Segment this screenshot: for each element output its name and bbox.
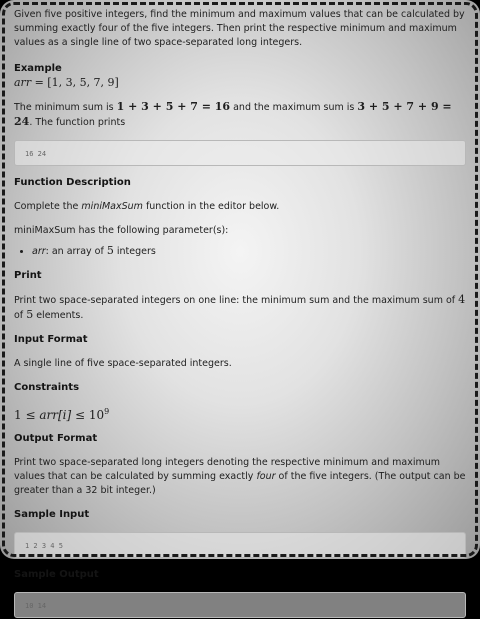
param-desc-post: integers: [113, 246, 156, 257]
constraint-expression: [14, 405, 466, 422]
example-text-1: The minimum sum is: [14, 102, 117, 113]
min-sum-expr-text: 1 + 3 + 5 + 7 = 16: [116, 100, 231, 113]
param-name: arr: [32, 246, 46, 257]
function-description-line: [14, 200, 466, 214]
sample-output-box[interactable]: [14, 592, 466, 618]
constraint-exponent: 9: [104, 407, 110, 416]
example-array-var: arr: [14, 76, 32, 89]
param-desc-pre: : an array of: [45, 246, 107, 257]
print-n1: 4: [458, 293, 466, 306]
output-format-pre: Print two space-separated long integers denoting the respective minimum and maximum values that can be calculated by summing exactly: [14, 457, 441, 482]
sample-output-text: 10 14: [25, 602, 47, 610]
param-count: 5: [106, 244, 114, 257]
input-format-heading: Input Format: [14, 334, 88, 345]
params-list: [14, 244, 466, 259]
problem-intro: Given five positive integers, find the minimum and maximum values that can be calculated by summing exactly four of the five integers. Then print the respective minimum and maximum values as a single line of two space-separated long integers.: [14, 9, 465, 48]
params-intro: miniMaxSum has the following parameter(s):: [14, 225, 229, 236]
constraint-var: arr[i]: [39, 408, 72, 422]
example-heading: Example: [14, 63, 62, 74]
example-text-3: . The function prints: [29, 117, 126, 128]
param-arr: [32, 244, 466, 259]
example-array: [14, 76, 466, 90]
constraint-upper: ≤ 10: [71, 408, 105, 422]
fd-text-pre: Complete the: [14, 201, 82, 212]
function-name: miniMaxSum: [81, 201, 143, 212]
print-description: [14, 293, 466, 323]
sample-output-heading: Sample Output: [14, 569, 99, 580]
sample-input-box[interactable]: [14, 532, 466, 558]
min-sum-expression: [117, 100, 230, 113]
input-format-text: A single line of five space-separated integers.: [14, 358, 232, 369]
output-format-emph: four: [256, 471, 276, 482]
print-text-pre: Print two space-separated integers on one line: the minimum sum and the maximum sum of: [14, 295, 459, 306]
print-text-mid: of: [14, 310, 27, 321]
example-array-value: = [1, 3, 5, 7, 9]: [34, 76, 119, 89]
problem-content: [14, 8, 466, 618]
example-output-text: 16 24: [25, 150, 47, 158]
function-description-heading: Function Description: [14, 177, 131, 188]
example-explanation: [14, 100, 466, 130]
example-text-2: and the maximum sum is: [230, 102, 358, 113]
print-heading: Print: [14, 270, 42, 281]
constraints-heading: Constraints: [14, 382, 80, 393]
output-format-text: [14, 456, 466, 498]
print-text-post: elements.: [33, 310, 84, 321]
sample-input-heading: Sample Input: [14, 509, 90, 520]
print-n2: 5: [26, 308, 34, 321]
example-output-box[interactable]: [14, 140, 466, 166]
constraint-lower: 1 ≤: [14, 408, 40, 422]
sample-input-text: 1 2 3 4 5: [25, 542, 63, 550]
output-format-heading: Output Format: [14, 433, 98, 444]
output-format-post: of the five integers. (The output can be greater than a 32 bit integer.): [14, 471, 466, 496]
fd-text-post: function in the editor below.: [142, 201, 280, 212]
max-sum-expr-text: 3 + 5 + 7 + 9 = 24: [14, 100, 452, 128]
